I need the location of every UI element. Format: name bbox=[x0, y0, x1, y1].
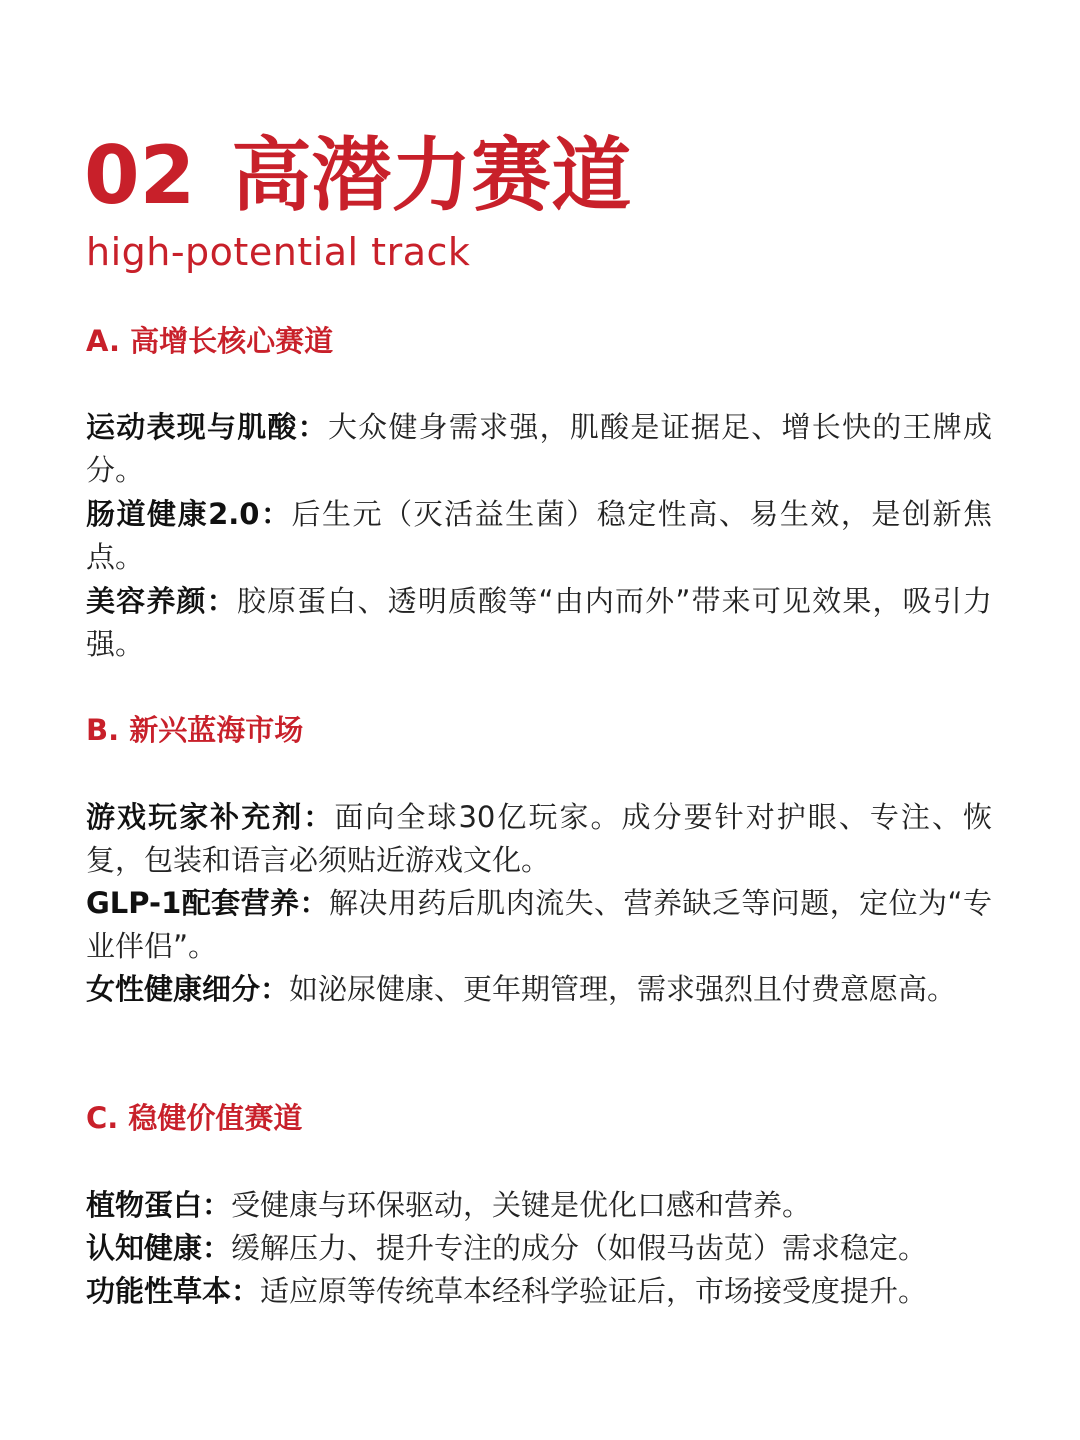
page-title bbox=[84, 128, 631, 224]
item-label: GLP-1配套营养： bbox=[86, 886, 329, 920]
item-text: 缓解压力、提升专注的成分（如假马齿苋）需求稳定。 bbox=[231, 1231, 928, 1265]
title-number: 02 bbox=[84, 129, 196, 222]
item-text: 面向全球30亿玩家。成分要针对护眼、专注、恢复，包装和语言必须贴近游戏文化。 bbox=[86, 800, 992, 877]
list-item bbox=[86, 968, 992, 1011]
item-label: 肠道健康2.0： bbox=[86, 497, 292, 531]
item-text: 适应原等传统草本经科学验证后，市场接受度提升。 bbox=[260, 1274, 928, 1308]
item-text: 大众健身需求强，肌酸是证据足、增长快的王牌成分。 bbox=[86, 410, 992, 487]
section-heading-c: C. 稳健价值赛道 bbox=[86, 1101, 303, 1135]
list-item bbox=[86, 1227, 992, 1270]
item-text: 后生元（灭活益生菌）稳定性高、易生效，是创新焦点。 bbox=[86, 497, 992, 574]
page-subtitle: high-potential track bbox=[86, 230, 471, 274]
list-item bbox=[86, 1270, 992, 1313]
item-label: 功能性草本： bbox=[86, 1274, 261, 1308]
title-text: 高潜力赛道 bbox=[231, 129, 632, 222]
list-item bbox=[86, 493, 992, 579]
list-item bbox=[86, 580, 992, 666]
section-heading-a: A. 高增长核心赛道 bbox=[86, 324, 334, 358]
item-label: 认知健康： bbox=[86, 1231, 232, 1265]
list-item bbox=[86, 796, 992, 882]
item-label: 运动表现与肌酸： bbox=[86, 410, 328, 444]
list-item bbox=[86, 406, 992, 492]
item-label: 美容养颜： bbox=[86, 584, 237, 618]
item-label: 植物蛋白： bbox=[86, 1188, 232, 1222]
item-label: 游戏玩家补充剂： bbox=[86, 800, 335, 834]
item-text: 胶原蛋白、透明质酸等“由内而外”带来可见效果，吸引力强。 bbox=[86, 584, 992, 661]
item-text: 受健康与环保驱动，关键是优化口感和营养。 bbox=[231, 1188, 812, 1222]
item-text: 如泌尿健康、更年期管理，需求强烈且付费意愿高。 bbox=[289, 972, 957, 1006]
list-item bbox=[86, 882, 992, 968]
list-item bbox=[86, 1184, 992, 1227]
item-label: 女性健康细分： bbox=[86, 972, 290, 1006]
section-heading-b: B. 新兴蓝海市场 bbox=[86, 713, 304, 747]
item-text: 解决用药后肌肉流失、营养缺乏等问题，定位为“专业伴侣”。 bbox=[86, 886, 992, 963]
